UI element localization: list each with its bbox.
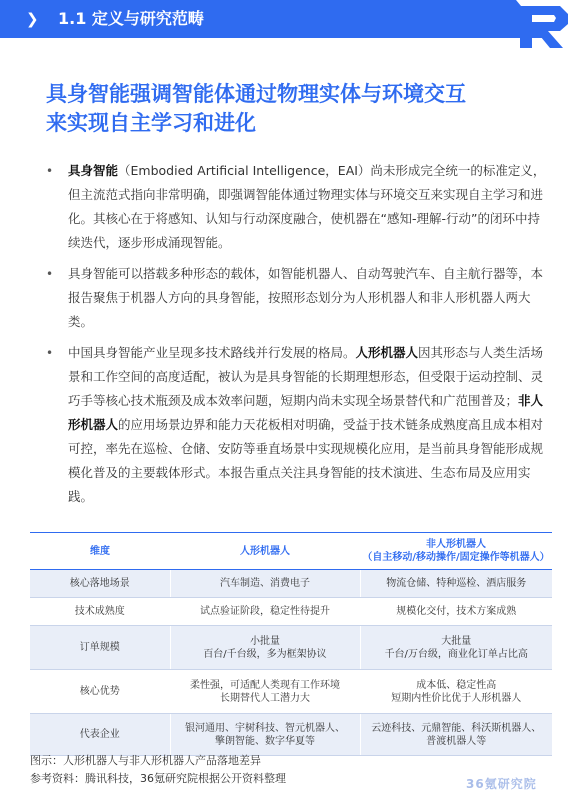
- bullet-bold-lead: 具身智能: [68, 163, 119, 178]
- table-row: [30, 598, 552, 626]
- table-cell-dimension: 核心落地场景: [30, 570, 170, 598]
- cell-line: 云迹科技、元鼎智能、科沃斯机器人、: [371, 722, 542, 734]
- table-cell-humanoid: [170, 570, 360, 598]
- watermark-text: 36氪研究院: [466, 777, 537, 791]
- cell-line: 试点验证阶段，稳定性待提升: [200, 606, 330, 617]
- header-humanoid: 人形机器人: [170, 533, 360, 570]
- cell-line: 规模化交付，技术方案成熟: [396, 606, 517, 617]
- table-row: [30, 714, 552, 756]
- page-headline: [46, 80, 546, 138]
- cell-line: 汽车制造、消费电子: [220, 578, 310, 589]
- cell-line: 柔性强，可适配人类现有工作环境: [190, 679, 340, 691]
- chevron-right-icon: ❯: [26, 10, 39, 28]
- bullet-bold: 人形机器人: [355, 345, 419, 360]
- header-dimension: 维度: [30, 533, 170, 570]
- cell-line: 千台/万台级，商业化订单占比高: [384, 648, 528, 660]
- bullet-bold: 非人形机器人: [68, 393, 544, 432]
- bullet-dot-icon: •: [46, 164, 54, 178]
- table-cell-non-humanoid: [360, 626, 552, 670]
- bullet-dot-icon: •: [46, 346, 54, 360]
- cell-line: 短期内性价比优于人形机器人: [391, 692, 522, 704]
- table-cell-dimension: 订单规模: [30, 626, 170, 670]
- table-cell-dimension: 技术成熟度: [30, 598, 170, 626]
- headline-line-1: 具身智能强调智能体通过物理实体与环境交互: [46, 82, 466, 106]
- table-cell-dimension: 代表企业: [30, 714, 170, 756]
- table-cell-humanoid: [170, 626, 360, 670]
- table-cell-humanoid: [170, 670, 360, 714]
- table-row: [30, 670, 552, 714]
- cell-line: 长期替代人工潜力大: [220, 692, 310, 704]
- cell-line: 银河通用、宇树科技、智元机器人、: [185, 722, 345, 734]
- header-non-humanoid: [360, 533, 552, 570]
- table-row: [30, 626, 552, 670]
- table-row: [30, 570, 552, 598]
- cell-line: 普渡机器人等: [426, 735, 487, 747]
- table-cell-non-humanoid: [360, 670, 552, 714]
- bullet-item: [46, 159, 546, 255]
- header-non-humanoid-subtitle: （自主移动/移动操作/固定操作等机器人）: [362, 552, 550, 563]
- bullet-dot-icon: •: [46, 267, 54, 281]
- bullet-item: [46, 262, 546, 334]
- bullet-text: 因其形态与人类生活场景和工作空间的高度适配，被认为是具身智能的长期理想形态，但受限于运动控制、灵巧手等核心技术瓶颈及成本效率问题，短期内尚未实现全场景替代和广范围普及；: [68, 345, 544, 408]
- bullet-text: （Embodied Artificial Intelligence，EAI）尚未形成完全统一的标准定义，但主流范式指向非常明确，即强调智能体通过物理实体与环境交互来实现自主学习和进化。其核心在于将感知、认知与行动深度融合，使机器在“感知-理解-行动”的闭环中持续迭代，逐步形成涌现智能。: [68, 163, 546, 250]
- header-non-humanoid-title: 非人形机器人: [426, 539, 486, 550]
- bullet-list: [46, 159, 546, 516]
- table-cell-non-humanoid: [360, 570, 552, 598]
- table-cell-non-humanoid: [360, 598, 552, 626]
- cell-line: 大批量: [441, 635, 472, 647]
- table-cell-dimension: 核心优势: [30, 670, 170, 714]
- table-cell-humanoid: [170, 714, 360, 756]
- bullet-text: 的应用场景边界和能力天花板相对明确，受益于技术链条成熟度高且成本相对可控，率先在巡检、仓储、安防等垂直场景中实现规模化应用，是当前具身智能形成规模化普及的主要载体形式。本报告重点关注具身智能的技术演进、生态布局及应用实践。: [68, 417, 544, 504]
- bullet-text: 中国具身智能产业呈现多技术路线并行发展的格局。: [68, 345, 356, 360]
- table-cell-humanoid: [170, 598, 360, 626]
- table-cell-non-humanoid: [360, 714, 552, 756]
- cell-line: 小批量: [250, 635, 280, 647]
- comparison-table: [30, 532, 552, 756]
- cell-line: 成本低、稳定性高: [416, 679, 497, 691]
- headline-line-2: 来实现自主学习和进化: [46, 111, 256, 135]
- bullet-text: 具身智能可以搭载多种形态的载体，如智能机器人、自动驾驶汽车、自主航行器等，本报告聚焦于机器人方向的具身智能，按照形态划分为人形机器人和非人形机器人两大类。: [68, 266, 544, 329]
- bullet-item: [46, 341, 546, 509]
- figure-caption: 图示：人形机器人与非人形机器人产品落地差异: [30, 754, 261, 767]
- cell-line: 百台/千台级，多为框架协议: [203, 648, 327, 660]
- cell-line: 物流仓储、特种巡检、酒店服务: [386, 578, 527, 589]
- r-logo-icon: [476, 0, 581, 48]
- source-note: 参考资料：腾讯科技，36氪研究院根据公开资料整理: [30, 772, 286, 785]
- section-title: 1.1 定义与研究范畴: [58, 9, 204, 28]
- cell-line: 擎朗智能、数字华夏等: [215, 735, 315, 747]
